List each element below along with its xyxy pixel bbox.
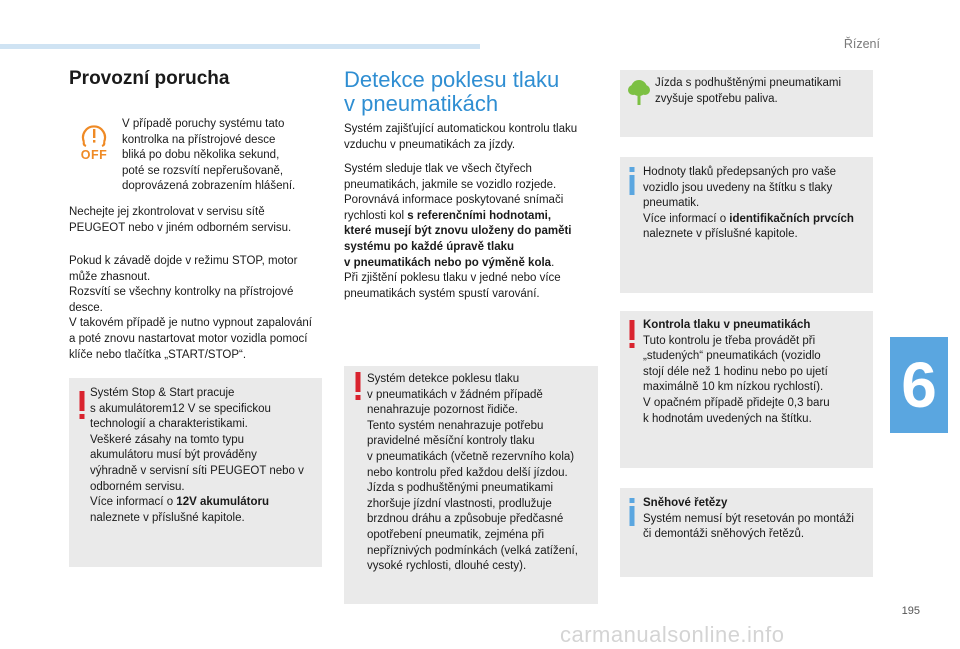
text-line: či demontáži sněhových řetězů.: [643, 528, 805, 541]
section-heading-tyre-detection: [344, 68, 594, 116]
info-title: Sněhové řetězy: [643, 497, 728, 509]
text-line: desce.: [69, 301, 103, 314]
text-line: Systém Stop & Start pracuje: [90, 387, 235, 399]
warning-text: [367, 372, 597, 575]
warning-icon: [353, 372, 363, 407]
fault-stop-mode-paragraph: [69, 254, 329, 363]
text-line: doprovázená zobrazením hlášení.: [122, 180, 296, 193]
text-line: naleznete v příslušné kapitole.: [643, 228, 798, 241]
text-line: Pokud k závadě dojde v režimu STOP, motor: [69, 255, 298, 267]
text-line: nepříznivých podmínkách (velká zatížení,: [367, 544, 578, 557]
bold-text: systému po každé úpravě tlaku: [344, 240, 515, 253]
stop-start-warning-box: [69, 378, 322, 567]
text-line: vysoké rychlosti, dlouhé cesty).: [367, 560, 527, 573]
text-line: Nechejte jej zkontrolovat v servisu sítě: [69, 206, 265, 218]
text-line: Veškeré zásahy na tomto typu: [90, 433, 245, 446]
text-line: technologií a charakteristikami.: [90, 418, 248, 431]
text-line: vozidlo jsou uvedeny na štítku s tlaky: [643, 181, 833, 194]
text-line: odborném servisu.: [90, 480, 185, 493]
ref-link-identification: identifikačních prvcích: [729, 212, 854, 225]
text-end: .: [551, 256, 555, 269]
text-line: Jízda s podhuštěnými pneumatikami: [655, 77, 842, 89]
text-line: PEUGEOT nebo v jiném odborném servisu.: [69, 221, 292, 234]
header-bar: [0, 44, 480, 49]
text-line: Tuto kontrolu je třeba provádět při: [643, 334, 816, 347]
text-line: k hodnotám uvedených na štítku.: [643, 412, 812, 425]
text-line: Systém sleduje tlak ve všech čtyřech: [344, 163, 532, 175]
text-line: Systém detekce poklesu tlaku: [367, 373, 520, 385]
warning-icon: [77, 391, 87, 426]
fault-icon-description: [122, 117, 322, 195]
text-line: pneumatikách, jakmile se vozidlo rozjede.: [344, 178, 557, 191]
text-line: může zhasnout.: [69, 270, 151, 283]
text-line: Při zjištění poklesu tlaku v jedné nebo více: [344, 272, 561, 285]
text-line: „studených“ pneumatikách (vozidlo: [643, 350, 821, 363]
text-line: brzdnou dráhu a způsobuje předčasné: [367, 513, 564, 526]
info-text: [643, 165, 871, 243]
text-line: Systém zajišťující automatickou kontrolu tlaku: [344, 123, 578, 135]
text-line: výhradně v servisní síti PEUGEOT nebo v: [90, 464, 304, 477]
text-line: Systém nemusí být resetován po montáži: [643, 512, 854, 525]
text-line: vzduchu v pneumatikách za jízdy.: [344, 138, 516, 151]
ref-link-12v-battery: 12V akumulátoru: [176, 496, 269, 509]
text-prefix: rychlosti kol: [344, 209, 408, 222]
off-label: OFF: [80, 148, 108, 162]
text-line: [643, 212, 871, 228]
text-line: V opačném případě přidejte 0,3 baru: [643, 396, 830, 409]
text-line: pravidelné měsíční kontroly tlaku: [367, 435, 535, 448]
text-line: Jízda s podhuštěnými pneumatikami: [367, 482, 554, 495]
chapter-number: 6: [901, 349, 937, 421]
fault-service-paragraph: [69, 205, 329, 236]
text-line: nenahrazuje pozornost řidiče.: [367, 404, 518, 417]
text-line: pneumatik.: [643, 197, 700, 210]
ref-prefix: Více informací o: [643, 212, 730, 225]
text-line: [344, 224, 604, 240]
text-line: [344, 209, 604, 225]
text-line: [344, 256, 604, 272]
pressure-label-info-box: [620, 157, 873, 293]
tyre-monitoring-paragraph: [344, 162, 604, 302]
text-line: V takovém případě je nutno vypnout zapalování: [69, 317, 312, 330]
text-line: a poté znovu nastartovat motor vozidla pomocí: [69, 332, 308, 345]
text-line: poté se rozsvítí nepřerušovaně,: [122, 164, 284, 177]
bold-text: s referenčními hodnotami,: [407, 209, 552, 222]
text-line: klíče nebo tlačítka „START/STOP“.: [69, 348, 247, 361]
text-line: Porovnává informace poskytované snímači: [344, 194, 564, 207]
text-line: V případě poruchy systému tato: [122, 118, 285, 130]
text-line: akumulátoru musí být prováděny: [90, 449, 257, 462]
ref-prefix: Více informací o: [90, 496, 177, 509]
warning-title: Kontrola tlaku v pneumatikách: [643, 319, 811, 331]
text-line: Rozsvítí se všechny kontrolky na přístrojové: [69, 286, 294, 299]
warning-icon: [627, 320, 637, 355]
page-number: 195: [901, 605, 920, 617]
text-line: kontrolka na přístrojové desce: [122, 133, 276, 146]
text-line: pneumatikách systém spustí varování.: [344, 287, 540, 300]
text-line: [90, 495, 320, 511]
chapter-title: Řízení: [843, 37, 880, 51]
text-line: s akumulátorem12 V se specifickou: [90, 402, 271, 415]
text-line: [344, 240, 604, 256]
text-line: stojí déle než 1 hodinu nebo po ujetí: [643, 365, 828, 378]
info-icon: [627, 498, 637, 533]
text-line: maximálně 10 km nízkou rychlostí).: [643, 381, 824, 394]
text-line: naleznete v příslušné kapitole.: [90, 511, 245, 524]
text-line: v pneumatikách (včetně rezervního kola): [367, 450, 575, 463]
text-line: v pneumatikách v žádném případě: [367, 388, 543, 401]
tyre-pressure-off-icon: [78, 122, 110, 162]
text-line: opotřebení pneumatik, zejména při: [367, 528, 545, 541]
warning-text: [643, 318, 871, 427]
text-line: zvyšuje spotřebu paliva.: [655, 92, 778, 105]
text-line: bliká po dobu několika sekund,: [122, 149, 280, 162]
warning-text: [90, 386, 320, 526]
info-icon: [627, 167, 637, 202]
eco-note-box: [620, 70, 873, 137]
heading-line: v pneumatikách: [344, 91, 499, 116]
text-line: Hodnoty tlaků předepsaných pro vaše: [643, 166, 837, 178]
info-text: [643, 496, 871, 543]
tyre-intro-paragraph: [344, 122, 604, 153]
text-line: Tento systém nenahrazuje potřebu: [367, 419, 544, 432]
bold-text: které musejí být znovu uloženy do paměti: [344, 225, 572, 238]
tyre-detection-warning-box: [344, 366, 598, 604]
watermark-text: carmanualsonline.info: [560, 622, 785, 647]
eco-tree-icon: [627, 78, 651, 111]
snow-chains-info-box: [620, 488, 873, 577]
pressure-check-warning-box: [620, 311, 873, 468]
heading-line: Detekce poklesu tlaku: [344, 67, 560, 92]
bold-text: v pneumatikách nebo po výměně kola: [344, 256, 552, 269]
eco-note-text: [655, 76, 870, 107]
text-line: nebo kontrolu před každou delší jízdou.: [367, 466, 568, 479]
text-line: zhoršuje jízdní vlastnosti, prodlužuje: [367, 497, 552, 510]
section-heading-fault: Provozní porucha: [69, 68, 230, 89]
